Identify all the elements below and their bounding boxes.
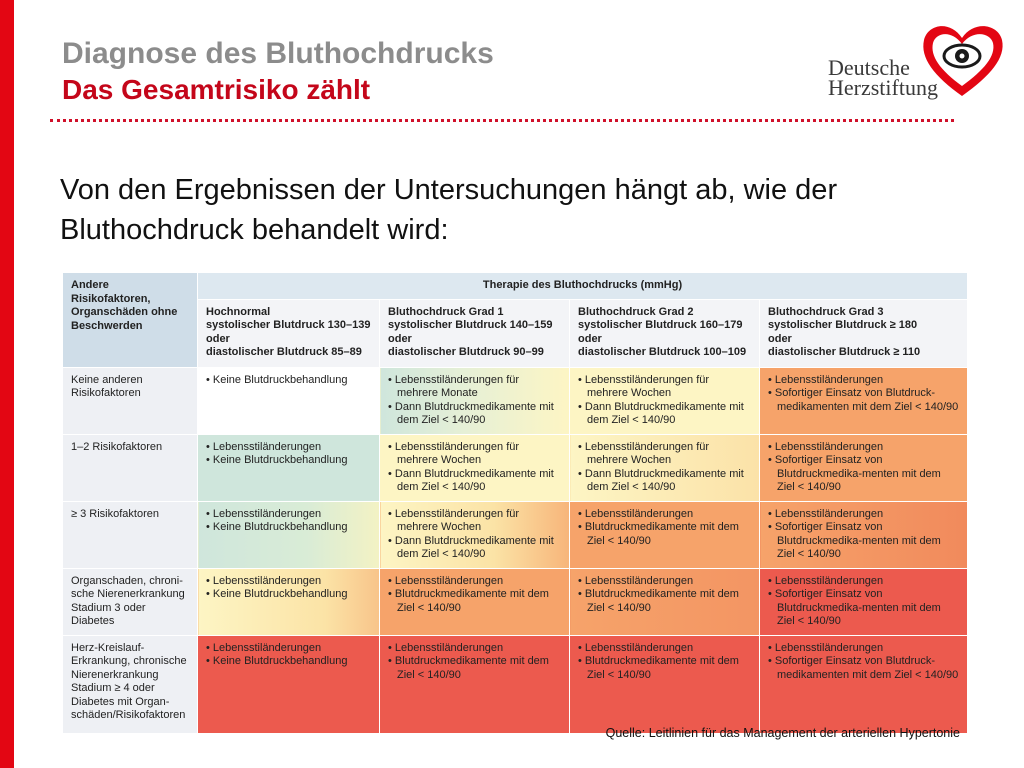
therapy-cell	[198, 367, 380, 434]
deutsche-herzstiftung-logo	[826, 18, 1006, 102]
column-header-grad-3	[760, 299, 968, 367]
left-accent-bar	[0, 0, 14, 768]
therapy-cell	[380, 568, 570, 635]
cell-bullet: • Lebensstiländerungen	[768, 507, 884, 520]
column-header-line: systolischer Blutdruck 140–159	[388, 319, 553, 331]
table-row	[63, 501, 968, 568]
logo-line-1: Deutsche	[828, 55, 910, 80]
cell-bullet: • Dann Blutdruckmedikamente mit dem Ziel < 140/90	[388, 534, 554, 560]
column-header-line: systolischer Blutdruck ≥ 180	[768, 319, 918, 331]
table-row	[63, 367, 968, 434]
therapy-cell	[570, 367, 760, 434]
therapy-cell	[198, 635, 380, 733]
row-label: Keine anderen Risikofaktoren	[63, 367, 198, 434]
cell-bullet: • Blutdruckmedikamente mit dem Ziel < 140/90	[578, 521, 739, 547]
cell-bullet: • Dann Blutdruckmedikamente mit dem Ziel < 140/90	[578, 400, 744, 426]
cell-bullet: • Blutdruckmedikamente mit dem Ziel < 140/90	[578, 655, 739, 681]
therapy-cell	[760, 635, 968, 733]
cell-bullet: • Lebensstiländerungen	[768, 440, 884, 453]
cell-bullet: • Dann Blutdruckmedikamente mit dem Ziel < 140/90	[578, 467, 744, 493]
therapy-cell	[198, 568, 380, 635]
therapy-header: Therapie des Bluthochdrucks (mmHg)	[198, 273, 968, 300]
row-label: 1–2 Risikofaktoren	[63, 434, 198, 501]
therapy-cell	[570, 568, 760, 635]
therapy-table	[62, 272, 968, 734]
column-header-line: diastolischer Blutdruck 90–99	[388, 346, 544, 358]
therapy-cell	[380, 635, 570, 733]
cell-bullet: • Lebensstiländerungen	[388, 574, 504, 587]
cell-bullet: • Sofortiger Einsatz von Blutdruck-medikamenten mit dem Ziel < 140/90	[768, 387, 959, 413]
column-header-line: oder	[388, 332, 412, 345]
cell-bullet: • Dann Blutdruckmedikamente mit dem Ziel < 140/90	[388, 467, 554, 493]
therapy-cell	[760, 501, 968, 568]
logo-line-2: Herzstiftung	[828, 75, 938, 100]
logo-text	[828, 55, 938, 100]
cell-bullet: • Lebensstiländerungen	[768, 641, 884, 654]
cell-bullet: • Blutdruckmedikamente mit dem Ziel < 140/90	[388, 655, 549, 681]
column-header-grad-2	[570, 299, 760, 367]
cell-bullet: • Lebensstiländerungen	[206, 574, 322, 587]
cell-bullet: • Lebensstiländerungen für mehrere Wochen	[388, 440, 520, 466]
intro-text: Von den Ergebnissen der Untersuchungen hängt ab, wie der Bluthochdruck behandelt wird:	[60, 174, 838, 246]
cell-bullet: • Keine Blutdruckbehandlung	[206, 588, 348, 600]
column-header-line: diastolischer Blutdruck 100–109	[578, 346, 747, 358]
column-header-hochnormal	[198, 299, 380, 367]
therapy-cell	[380, 501, 570, 568]
corner-header: Andere Risikofaktoren, Organschäden ohne Beschwerden	[63, 273, 198, 368]
cell-bullet: • Lebensstiländerungen	[388, 641, 504, 654]
column-header-grad-1	[380, 299, 570, 367]
slide-title	[62, 36, 494, 108]
column-header-line: systolischer Blutdruck 130–139	[206, 319, 371, 331]
cell-bullet: • Lebensstiländerungen	[206, 440, 322, 453]
therapy-cell	[570, 434, 760, 501]
cell-bullet: • Lebensstiländerungen	[206, 641, 322, 654]
cell-bullet: • Lebensstiländerungen	[578, 574, 694, 587]
column-header-line: oder	[768, 332, 792, 345]
therapy-cell	[380, 367, 570, 434]
cell-bullet: • Lebensstiländerungen für mehrere Monate	[388, 373, 520, 399]
column-header-line: Hochnormal	[206, 305, 271, 318]
cell-bullet: • Lebensstiländerungen für mehrere Wochen	[388, 507, 520, 533]
title-line-2: Das Gesamtrisiko zählt	[62, 74, 371, 105]
therapy-cell	[760, 568, 968, 635]
cell-bullet: • Sofortiger Einsatz von Blutdruckmedika-menten mit dem Ziel < 140/90	[768, 454, 941, 493]
cell-bullet: • Sofortiger Einsatz von Blutdruck-medikamenten mit dem Ziel < 140/90	[768, 655, 959, 681]
table-row	[63, 635, 968, 733]
therapy-cell	[198, 501, 380, 568]
row-label: ≥ 3 Risikofaktoren	[63, 501, 198, 568]
title-divider	[50, 119, 954, 122]
row-label: Organschaden, chroni-sche Nierenerkrankung Stadium 3 oder Diabetes	[63, 568, 198, 635]
cell-bullet: • Lebensstiländerungen	[768, 574, 884, 587]
column-header-line: diastolischer Blutdruck 85–89	[206, 346, 362, 358]
column-header-line: Bluthochdruck Grad 3	[768, 305, 884, 318]
cell-bullet: • Sofortiger Einsatz von Blutdruckmedika-menten mit dem Ziel < 140/90	[768, 521, 941, 560]
therapy-cell	[760, 367, 968, 434]
cell-bullet: • Lebensstiländerungen	[578, 507, 694, 520]
cell-bullet: • Lebensstiländerungen	[768, 373, 884, 386]
source-citation: Quelle: Leitlinien für das Management der arteriellen Hypertonie	[605, 726, 960, 740]
column-header-line: diastolischer Blutdruck ≥ 110	[768, 346, 921, 358]
title-line-1: Diagnose des Bluthochdrucks	[62, 37, 494, 70]
cell-bullet: • Lebensstiländerungen für mehrere Wochen	[578, 373, 710, 399]
column-header-line: Bluthochdruck Grad 2	[578, 305, 694, 318]
therapy-cell	[570, 501, 760, 568]
cell-bullet: • Keine Blutdruckbehandlung	[206, 373, 348, 386]
row-label: Herz-Kreislauf-Erkrankung, chronische Nierenerkrankung Stadium ≥ 4 oder Diabetes mit Organ-schäden/Risikofaktoren	[63, 635, 198, 733]
therapy-cell	[760, 434, 968, 501]
therapy-cell	[570, 635, 760, 733]
column-header-line: systolischer Blutdruck 160–179 oder	[578, 319, 743, 345]
column-header-line: Bluthochdruck Grad 1	[388, 305, 504, 318]
cell-bullet: • Keine Blutdruckbehandlung	[206, 655, 348, 667]
cell-bullet: • Blutdruckmedikamente mit dem Ziel < 140/90	[578, 588, 739, 614]
cell-bullet: • Lebensstiländerungen	[206, 507, 322, 520]
cell-bullet: • Lebensstiländerungen	[578, 641, 694, 654]
cell-bullet: • Blutdruckmedikamente mit dem Ziel < 140/90	[388, 588, 549, 614]
table-row	[63, 434, 968, 501]
cell-bullet: • Lebensstiländerungen für mehrere Wochen	[578, 440, 710, 466]
therapy-cell	[198, 434, 380, 501]
therapy-cell	[380, 434, 570, 501]
column-header-line: oder	[206, 332, 230, 345]
table-row	[63, 568, 968, 635]
cell-bullet: • Sofortiger Einsatz von Blutdruckmedika-menten mit dem Ziel < 140/90	[768, 588, 941, 627]
cell-bullet: • Keine Blutdruckbehandlung	[206, 521, 348, 533]
cell-bullet: • Dann Blutdruckmedikamente mit dem Ziel < 140/90	[388, 400, 554, 426]
cell-bullet: • Keine Blutdruckbehandlung	[206, 454, 348, 466]
